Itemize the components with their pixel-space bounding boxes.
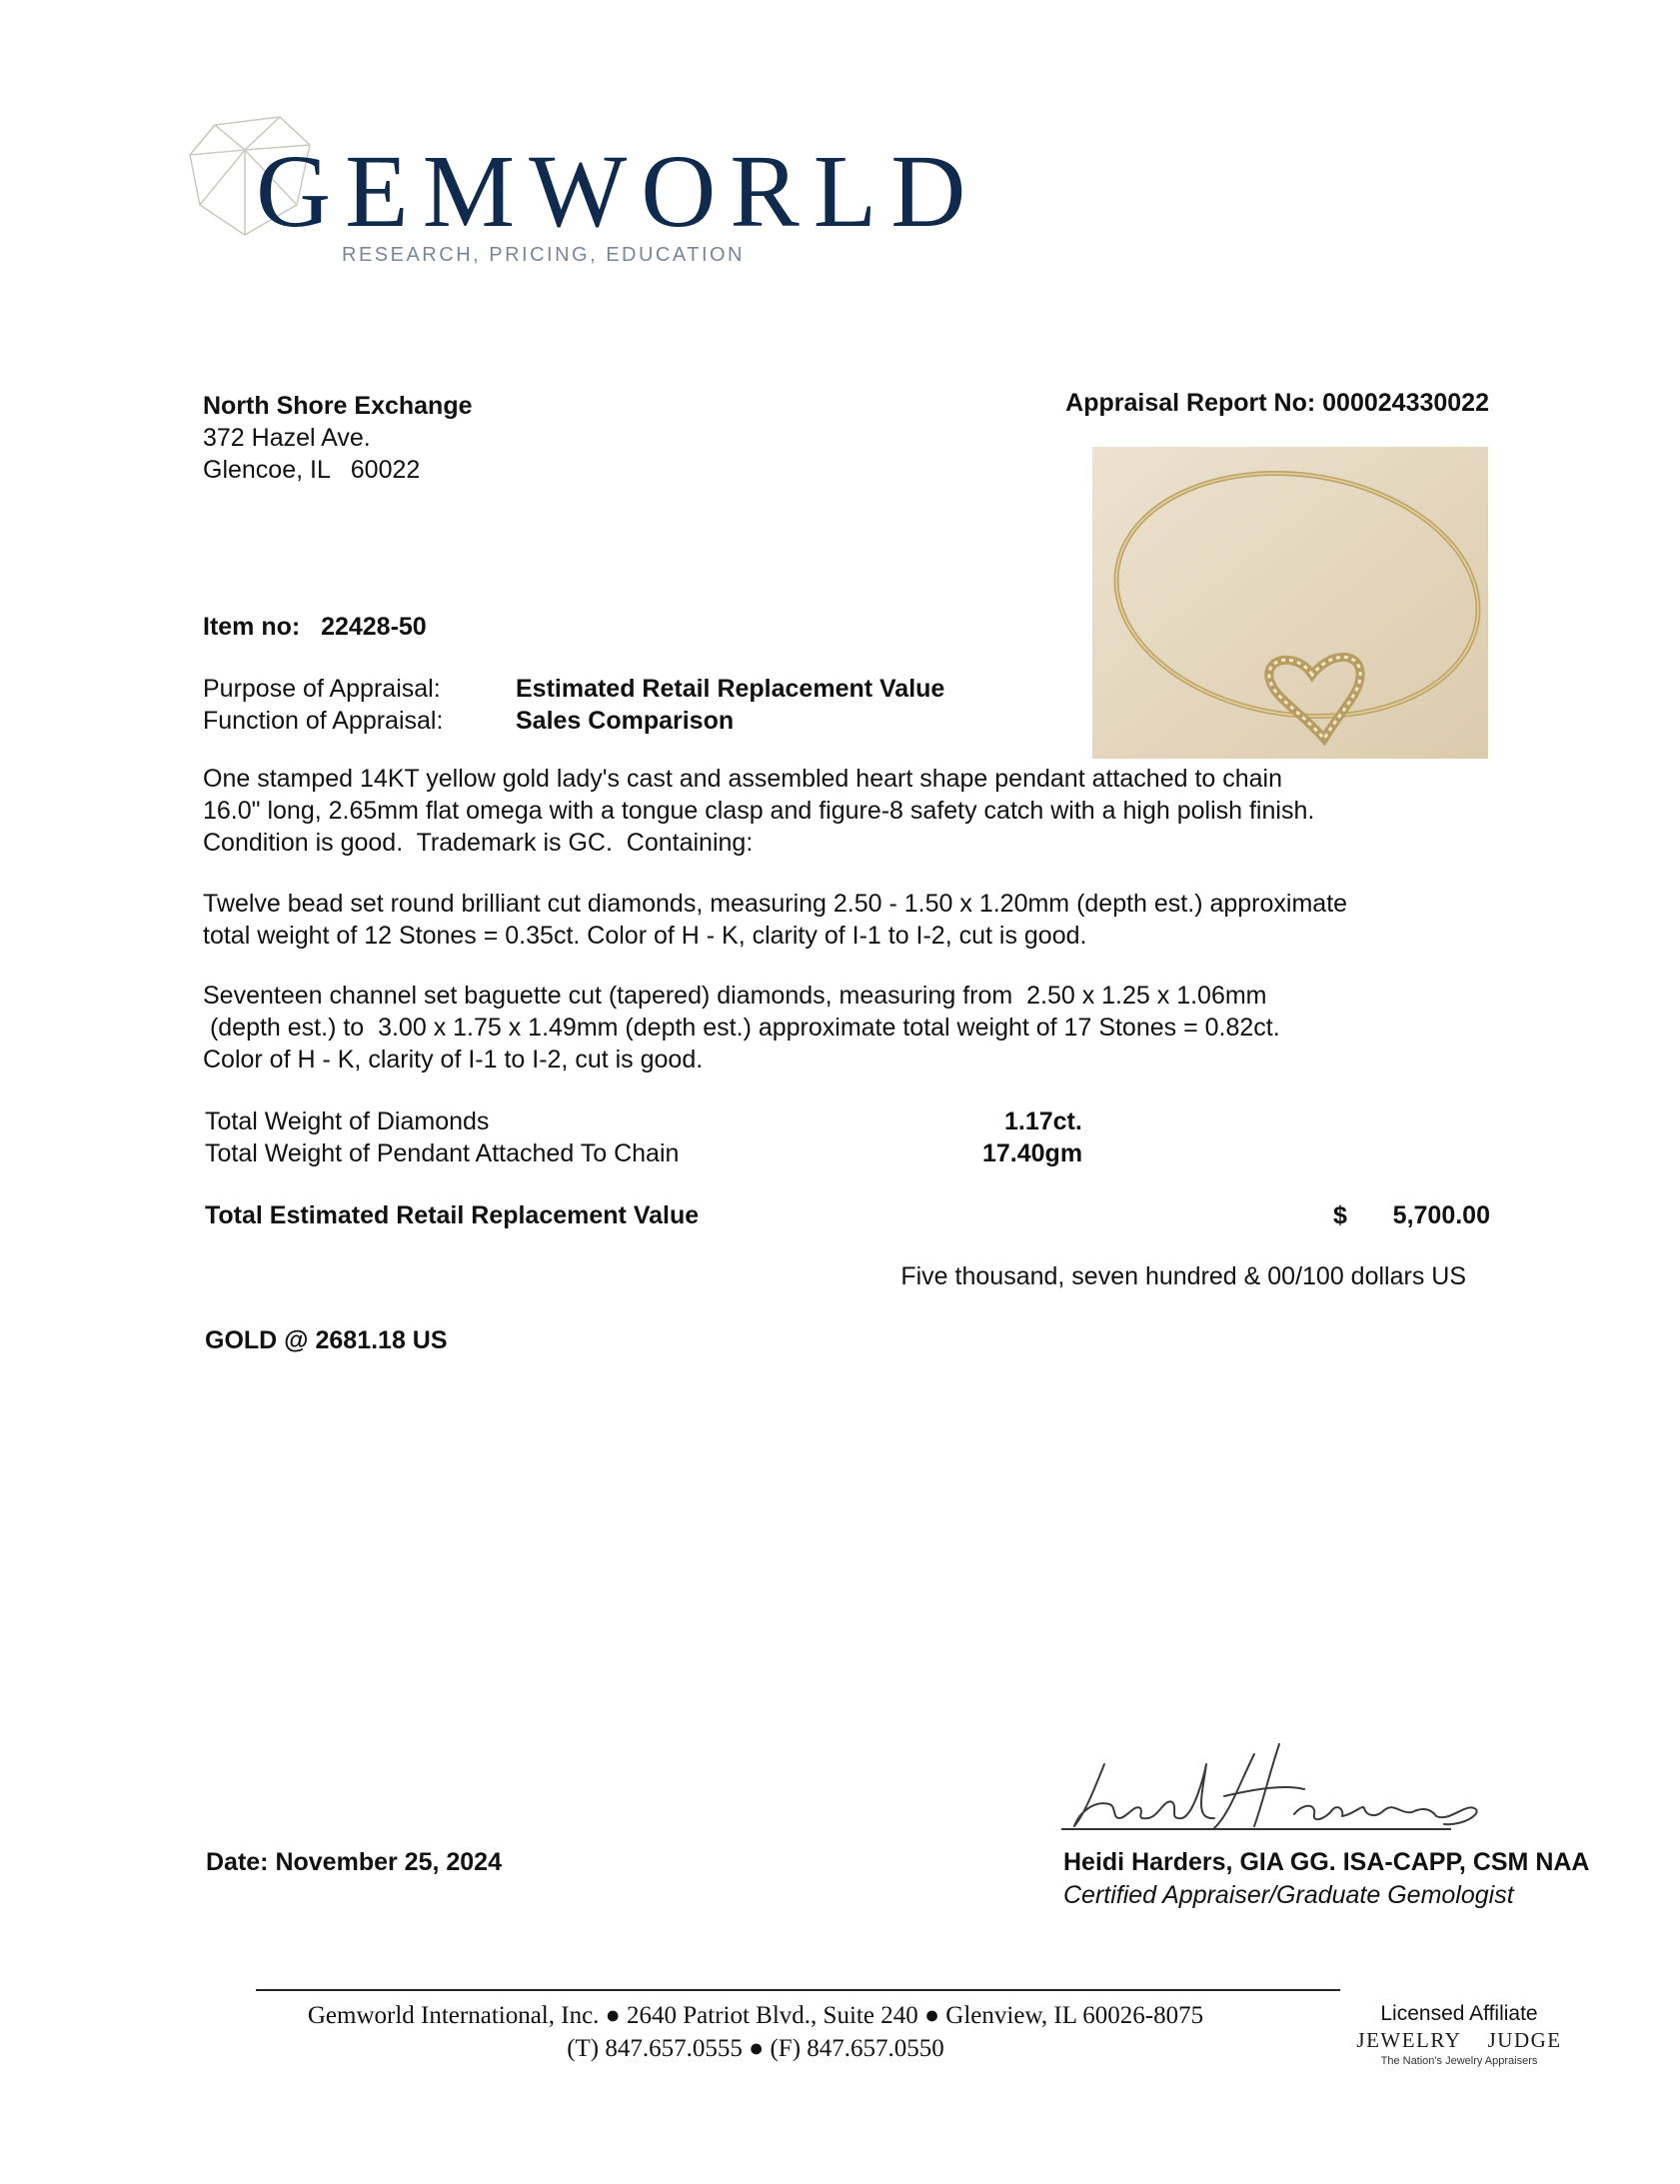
- item-number-value: 22428-50: [321, 613, 427, 641]
- report-number: Appraisal Report No: 000024330022: [1065, 389, 1489, 417]
- report-date: Date: November 25, 2024: [206, 1848, 502, 1876]
- baguette-diamonds-description: Seventeen channel set baguette cut (tapered) diamonds, measuring from 2.50 x 1.25 x 1.06mm (depth est.) to 3.00 x 1.75 x 1.49mm (depth est.) approximate total weight of 17 Stones = 0.82ct. Color of H - K, clarity of I-1 to I-2, cut is good.: [203, 982, 1280, 1074]
- diamond-weight-value: 1.17ct.: [1004, 1107, 1082, 1135]
- item-number: [203, 611, 427, 643]
- pendant-weight-value: 17.40gm: [982, 1139, 1083, 1167]
- client-street: 372 Hazel Ave.: [203, 424, 371, 452]
- gold-price: GOLD @ 2681.18 US: [205, 1326, 448, 1354]
- footer-divider: [256, 1989, 1340, 1991]
- affiliate-label: Licensed Affiliate: [1380, 2002, 1538, 2025]
- affiliate-badge: [1349, 2001, 1569, 2069]
- function-value: Sales Comparison: [516, 707, 735, 735]
- function-row: [203, 705, 734, 737]
- total-value-currency: $: [1333, 1201, 1347, 1229]
- affiliate-brand: JEWELRY JUDGE: [1356, 2028, 1562, 2052]
- affiliate-tagline: The Nation's Jewelry Appraisers: [1380, 2055, 1538, 2067]
- company-tagline: RESEARCH, PRICING, EDUCATION: [342, 244, 745, 266]
- signature-line: [1061, 1828, 1451, 1830]
- company-wordmark: GEMWORLD: [256, 134, 980, 249]
- function-label: Function of Appraisal:: [203, 707, 444, 735]
- total-value-amount: 5,700.00: [1392, 1201, 1490, 1229]
- client-city: Glencoe, IL 60022: [203, 456, 421, 484]
- client-address: [203, 390, 473, 486]
- purpose-label: Purpose of Appraisal:: [203, 675, 441, 703]
- diamond-weight-label: Total Weight of Diamonds: [205, 1107, 490, 1135]
- footer-phone-line: (T) 847.657.0555 ● (F) 847.657.0550: [567, 2035, 944, 2062]
- signer-title: Certified Appraiser/Graduate Gemologist: [1063, 1881, 1514, 1909]
- footer-address-line: Gemworld International, Inc. ● 2640 Patriot Blvd., Suite 240 ● Glenview, IL 60026-8075: [307, 2002, 1204, 2029]
- client-name: North Shore Exchange: [203, 392, 473, 420]
- round-diamonds-description: Twelve bead set round brilliant cut diamonds, measuring 2.50 - 1.50 x 1.20mm (depth est.) approximate total weight of 12 Stones = 0.35ct. Color of H - K, clarity of I-1 to I-2, cut is good.: [203, 890, 1348, 950]
- purpose-row: [203, 673, 944, 705]
- appraiser-signature: [1064, 1734, 1524, 1834]
- item-number-label: Item no:: [203, 613, 301, 641]
- purpose-value: Estimated Retail Replacement Value: [516, 675, 945, 703]
- gold-heart-pendant-necklace-photo: [1092, 447, 1488, 759]
- footer-address: [256, 1999, 1255, 2065]
- signer-name: Heidi Harders, GIA GG. ISA-CAPP, CSM NAA: [1063, 1848, 1590, 1876]
- item-description: One stamped 14KT yellow gold lady's cast and assembled heart shape pendant attached to chain 16.0" long, 2.65mm flat omega with a tongue clasp and figure-8 safety catch with a high polish finish. Condition is good. Trademark is GC. Containing:: [203, 765, 1315, 857]
- pendant-weight-label: Total Weight of Pendant Attached To Chain: [205, 1139, 680, 1167]
- total-value-label: Total Estimated Retail Replacement Value: [205, 1201, 700, 1229]
- total-value-in-words: Five thousand, seven hundred & 00/100 dollars US: [900, 1262, 1466, 1290]
